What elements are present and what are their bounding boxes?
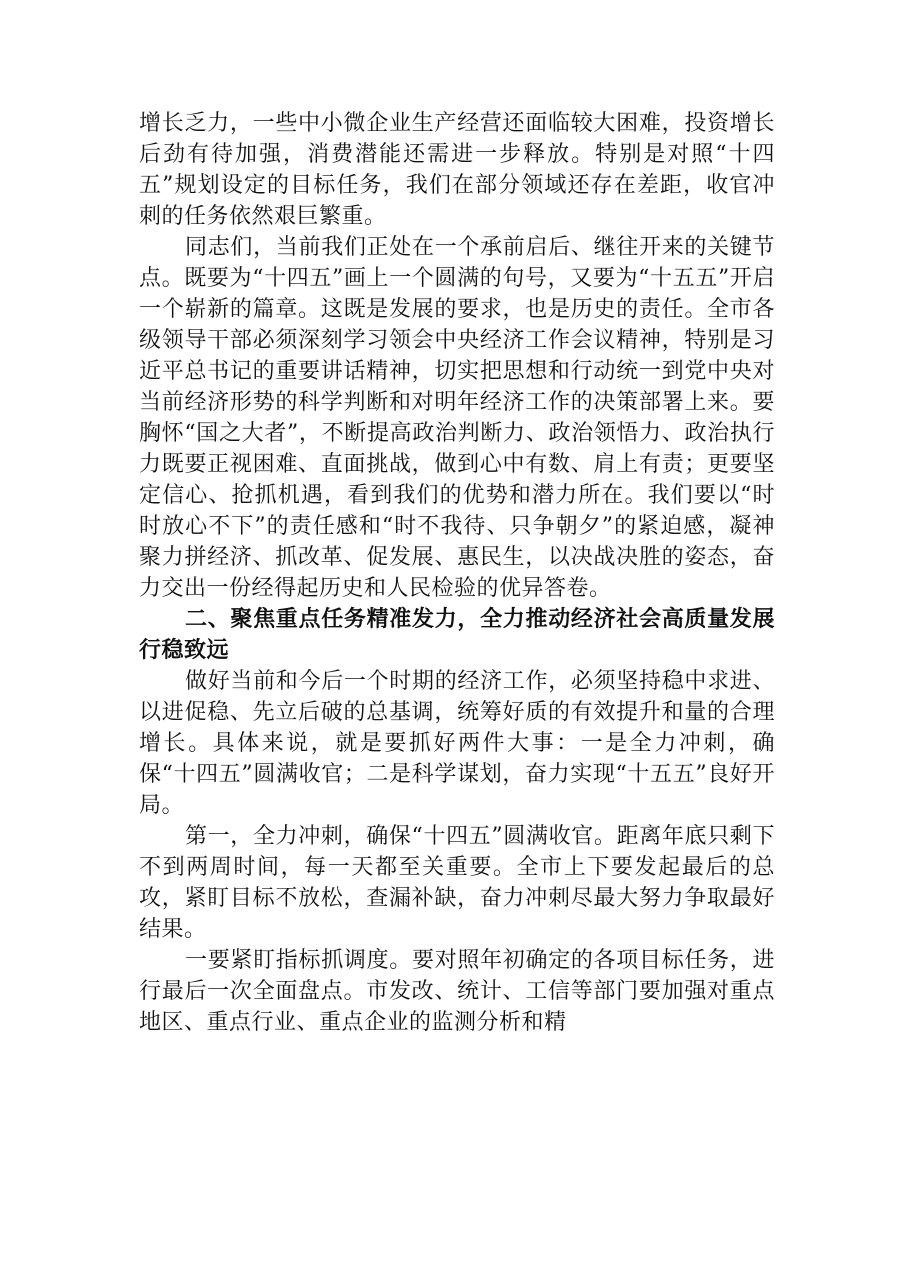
paragraph-first-sprint: 第一，全力冲刺，确保“十四五”圆满收官。距离年底只剩下不到两周时间，每一天都至关重要。全市上下要发起最后的总攻，紧盯目标不放松，查漏补缺，奋力冲刺尽最大努力争取最好结果。: [139, 824, 775, 942]
paragraph-comrades: 同志们，当前我们正处在一个承前启后、继往开来的关键节点。既要为“十四五”画上一个圆满的句号，又要为“十五五”开启一个崭新的篇章。这既是发展的要求，也是历史的责任。全市各级领导干部必须深刻学习领会中央经济工作会议精神，特别是习近平总书记的重要讲话精神，切实把思想和行动统一到党中央对当前经济形势的科学判断和对明年经济工作的决策部署上来。要胸怀“国之大者”，不断提高政治判断力、政治领悟力、政治执行力既要正视困难、直面挑战，做到心中有数、肩上有责；更要坚定信心、抢抓机遇，看到我们的优势和潜力所在。我们要以“时时放心不下”的责任感和“时不我待、只争朝夕”的紧迫感，凝神聚力拼经济、抓改革、促发展、惠民生，以决战决胜的姿态，奋力交出一份经得起历史和人民检验的优异答卷。: [139, 235, 775, 601]
paragraph-continuation: 增长乏力，一些中小微企业生产经营还面临较大困难，投资增长后劲有待加强，消费潜能还需进一步释放。特别是对照“十四五”规划设定的目标任务，我们在部分领域还存在差距，收官冲刺的任务依然艰巨繁重。: [139, 111, 775, 229]
paragraph-economic-work: 做好当前和今后一个时期的经济工作，必须坚持稳中求进、以进促稳、先立后破的总基调，统筹好质的有效提升和量的合理增长。具体来说，就是要抓好两件大事：一是全力冲刺，确保“十四五”圆满收官；二是科学谋划，奋力实现“十五五”良好开局。: [139, 669, 775, 818]
section-heading-2: 二、聚焦重点任务精准发力，全力推动经济社会高质量发展行稳致远: [139, 607, 775, 663]
document-page: [139, 108, 775, 1038]
paragraph-indicators: 一要紧盯指标抓调度。要对照年初确定的各项目标任务，进行最后一次全面盘点。市发改、统计、工信等部门要加强对重点地区、重点行业、重点企业的监测分析和精: [139, 948, 775, 1035]
